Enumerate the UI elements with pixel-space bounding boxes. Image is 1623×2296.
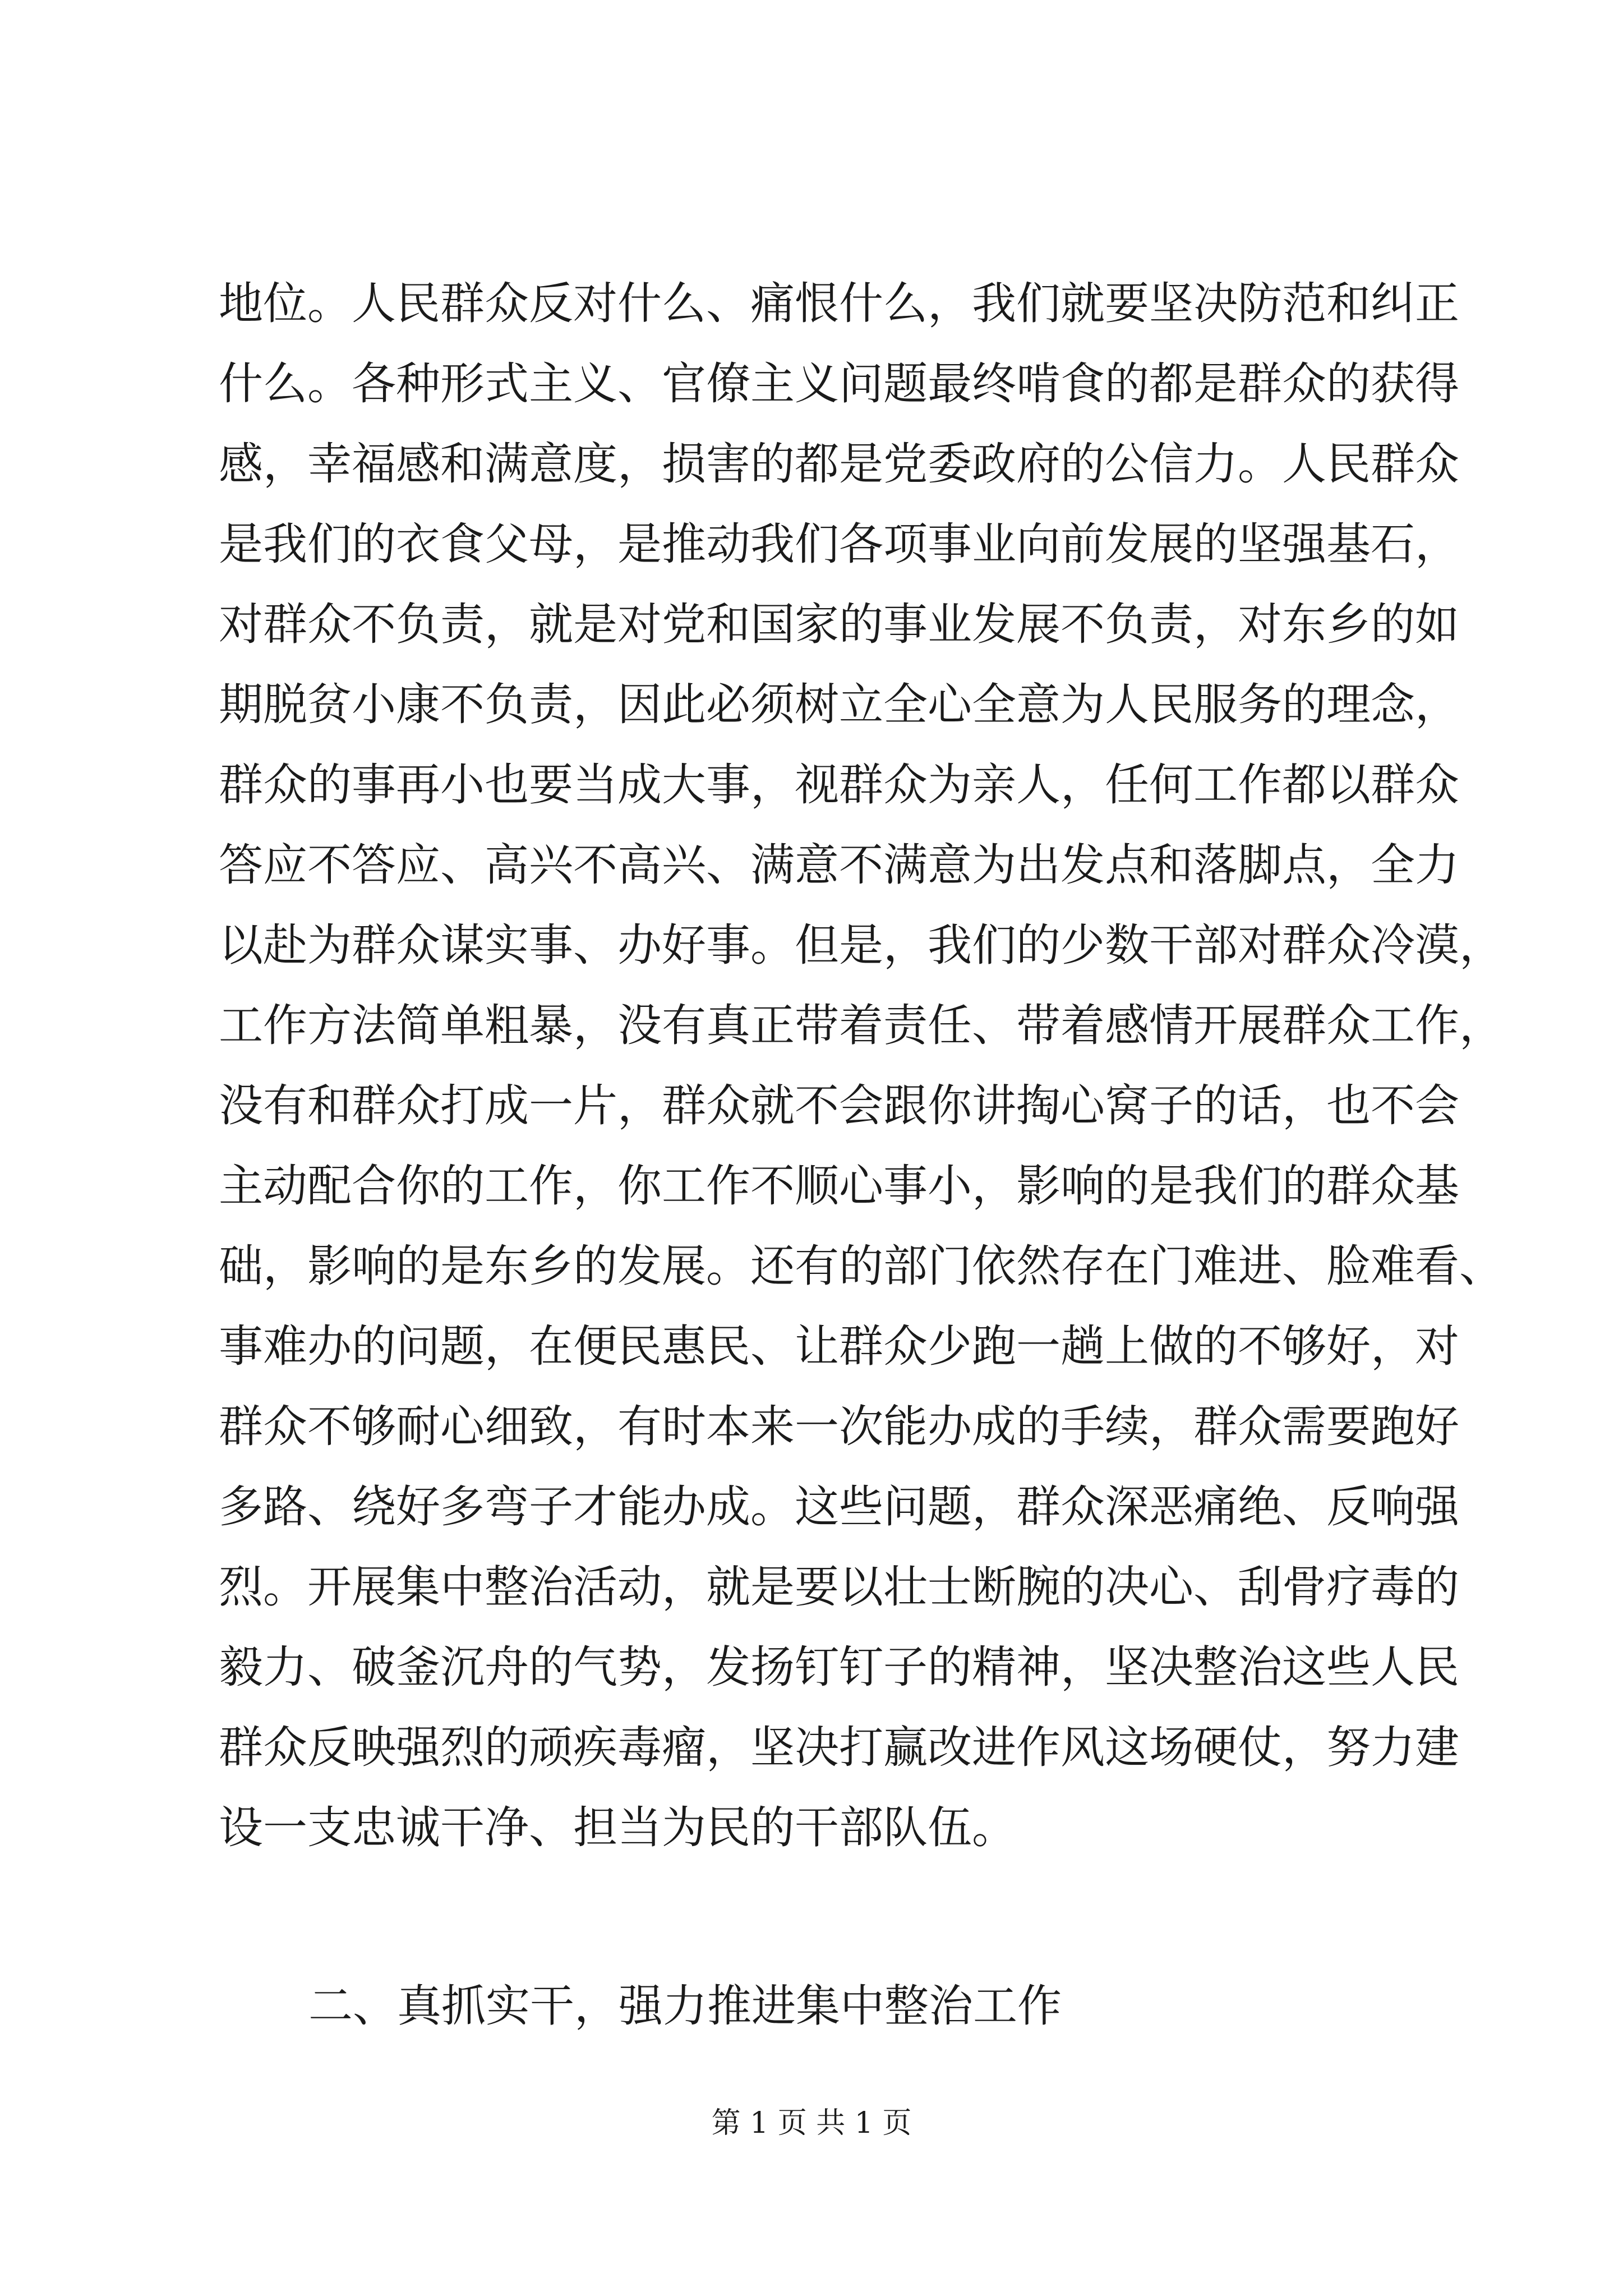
paragraph-line: 是我们的衣食父母，是推动我们各项事业向前发展的坚强基石，	[219, 518, 1459, 570]
paragraph-line: 烈。开展集中整治活动，就是要以壮士断腕的决心、刮骨疗毒的	[219, 1561, 1459, 1613]
paragraph-line: 地位。人民群众反对什么、痛恨什么，我们就要坚决防范和纠正	[219, 278, 1459, 329]
paragraph-line: 期脱贫小康不负责，因此必须树立全心全意为人民服务的理念，	[219, 679, 1459, 730]
paragraph-line: 答应不答应、高兴不高兴、满意不满意为出发点和落脚点，全力	[219, 839, 1459, 891]
paragraph-line: 设一支忠诚干净、担当为民的干部队伍。	[219, 1802, 1016, 1853]
paragraph-line: 没有和群众打成一片，群众就不会跟你讲掏心窝子的话，也不会	[219, 1080, 1459, 1131]
paragraph-line: 础，影响的是东乡的发展。还有的部门依然存在门难进、脸难看、	[219, 1240, 1504, 1292]
page-footer: 第 1 页 共 1 页	[711, 2106, 912, 2140]
paragraph-line: 群众的事再小也要当成大事，视群众为亲人，任何工作都以群众	[219, 759, 1459, 811]
paragraph-line: 对群众不负责，就是对党和国家的事业发展不负责，对东乡的如	[219, 599, 1459, 650]
paragraph-line: 感，幸福感和满意度，损害的都是党委政府的公信力。人民群众	[219, 438, 1459, 490]
section-heading: 二、真抓实干，强力推进集中整治工作	[308, 1980, 1062, 2032]
paragraph-line: 什么。各种形式主义、官僚主义问题最终啃食的都是群众的获得	[219, 358, 1459, 409]
paragraph-line: 事难办的问题，在便民惠民、让群众少跑一趟上做的不够好，对	[219, 1320, 1459, 1372]
paragraph-line: 主动配合你的工作，你工作不顺心事小，影响的是我们的群众基	[219, 1160, 1459, 1212]
paragraph-line: 群众不够耐心细致，有时本来一次能办成的手续，群众需要跑好	[219, 1401, 1459, 1452]
paragraph-line: 毅力、破釜沉舟的气势，发扬钉钉子的精神，坚决整治这些人民	[219, 1641, 1459, 1693]
paragraph-line: 工作方法简单粗暴，没有真正带着责任、带着感情开展群众工作，	[219, 1000, 1504, 1051]
paragraph-line: 群众反映强烈的顽疾毒瘤，坚决打赢改进作风这场硬仗，努力建	[219, 1722, 1459, 1773]
body-paragraph	[219, 264, 1504, 1868]
paragraph-line: 以赴为群众谋实事、办好事。但是，我们的少数干部对群众冷漠，	[219, 919, 1504, 971]
paragraph-line: 多路、绕好多弯子才能办成。这些问题，群众深恶痛绝、反响强	[219, 1481, 1459, 1533]
